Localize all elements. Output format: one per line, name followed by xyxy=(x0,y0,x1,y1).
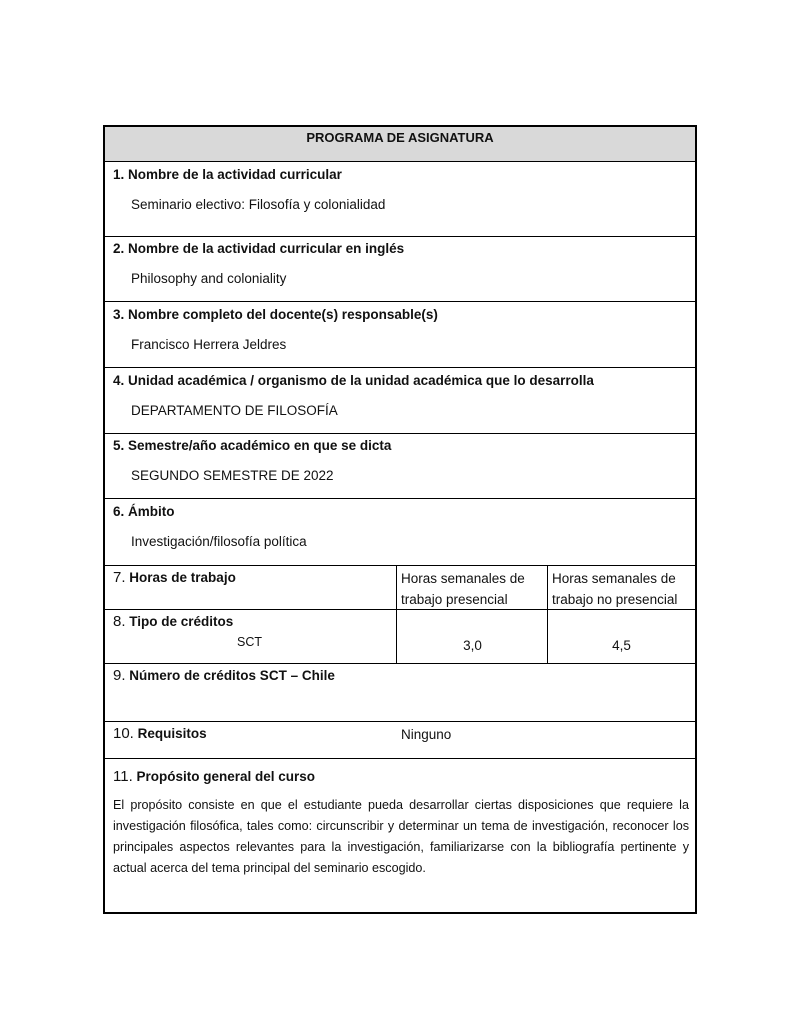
divider xyxy=(105,758,695,759)
section-11-heading xyxy=(113,768,315,785)
section-9-title: Número de créditos SCT – Chile xyxy=(129,668,335,683)
section-3-number: 3. xyxy=(113,307,125,322)
section-1-title: Nombre de la actividad curricular xyxy=(128,167,342,182)
section-3-title: Nombre completo del docente(s) responsable(s) xyxy=(128,307,438,322)
section-5-heading: 5. Semestre/año académico en que se dicta xyxy=(113,438,392,453)
section-6-value: Investigación/filosofía política xyxy=(131,534,307,549)
section-3-value: Francisco Herrera Jeldres xyxy=(131,337,287,352)
section-10-heading xyxy=(113,725,207,742)
section-1-value: Seminario electivo: Filosofía y colonialidad xyxy=(131,197,386,212)
section-7-heading xyxy=(113,569,236,586)
section-11-title: Propósito general del curso xyxy=(136,769,316,784)
section-8-heading xyxy=(113,613,233,630)
section-8-title: Tipo de créditos xyxy=(129,614,234,629)
section-8-number: 8. xyxy=(113,613,126,630)
section-4-value: DEPARTAMENTO DE FILOSOFÍA xyxy=(131,403,338,418)
requirements-value: Ninguno xyxy=(401,727,452,742)
section-9-heading xyxy=(113,667,335,684)
divider xyxy=(105,236,695,237)
column-divider xyxy=(396,565,397,663)
section-2-heading xyxy=(113,241,404,256)
course-purpose-text: El propósito consiste en que el estudiante pueda desarrollar ciertas disposiciones que requiere la investigación filosófica, tales como: circunscribir y determinar un tema de investigación, reconocer los principales aspectos relevantes para la investigación, familiarizarse con la bibliografía pertinente y actual acerca del tema principal del seminario escogido. xyxy=(113,798,689,875)
section-5-value: SEGUNDO SEMESTRE DE 2022 xyxy=(131,468,334,483)
section-10-title: Requisitos xyxy=(137,726,207,741)
section-2-title: Nombre de la actividad curricular en inglés xyxy=(128,241,405,256)
section-2-value: Philosophy and coloniality xyxy=(131,271,287,286)
divider xyxy=(105,565,695,566)
credit-type-value: SCT xyxy=(237,635,262,649)
section-3-heading xyxy=(113,307,438,322)
page-title: PROGRAMA DE ASIGNATURA xyxy=(105,127,695,161)
divider xyxy=(105,367,695,368)
divider xyxy=(105,161,695,162)
section-7-number: 7. xyxy=(113,569,126,586)
section-4-heading: 4. Unidad académica / organismo de la unidad académica que lo desarrolla xyxy=(113,373,594,388)
hours-presencial-header: Horas semanales de trabajo presencial xyxy=(401,571,525,607)
hours-no-presencial-header: Horas semanales de trabajo no presencial xyxy=(552,571,678,607)
hours-presencial-value: 3,0 xyxy=(463,638,482,653)
section-7-title: Horas de trabajo xyxy=(129,570,236,585)
divider xyxy=(105,498,695,499)
section-6-heading: 6. Ámbito xyxy=(113,504,175,519)
divider xyxy=(105,663,695,664)
divider xyxy=(105,301,695,302)
section-1-number: 1. xyxy=(113,167,125,182)
section-10-number: 10. xyxy=(113,725,134,742)
divider xyxy=(105,433,695,434)
section-9-number: 9. xyxy=(113,667,126,684)
divider xyxy=(105,609,695,610)
program-table xyxy=(103,125,697,914)
section-11-number: 11. xyxy=(113,768,133,785)
column-divider xyxy=(547,565,548,663)
section-1-heading xyxy=(113,167,342,182)
hours-no-presencial-value: 4,5 xyxy=(612,638,631,653)
divider xyxy=(105,721,695,722)
section-2-number: 2. xyxy=(113,241,125,256)
